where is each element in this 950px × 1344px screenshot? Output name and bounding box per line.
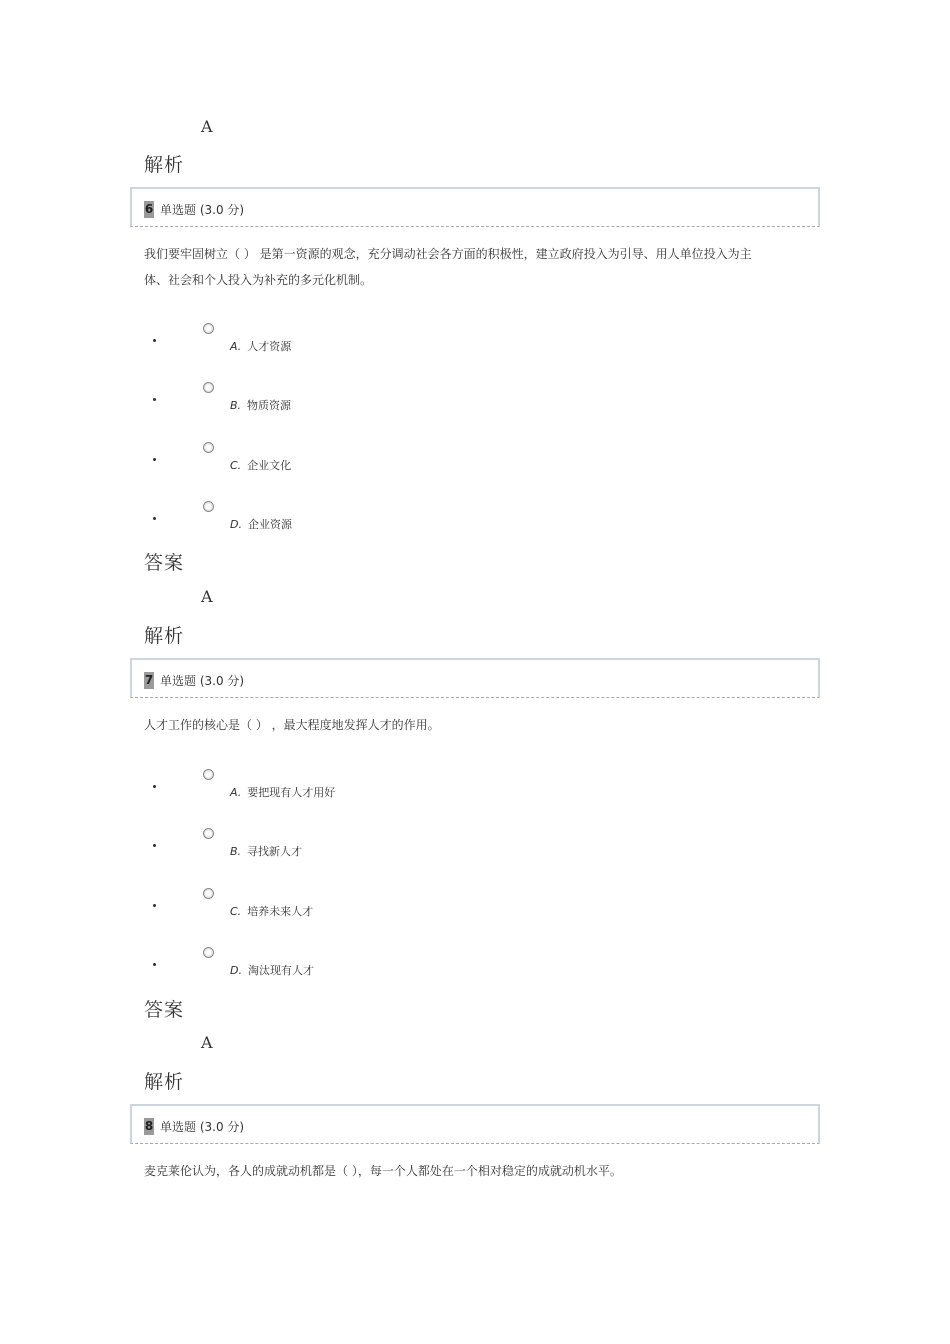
option-letter: A. — [230, 340, 242, 353]
bullet-dot — [153, 904, 156, 907]
question-header — [130, 1104, 820, 1144]
answer-heading: 答案 — [144, 552, 185, 574]
answer-value: A — [201, 1033, 213, 1052]
option-letter: D. — [230, 964, 242, 977]
question-score: (3.0 分) — [199, 203, 245, 217]
option-letter: C. — [230, 459, 242, 472]
bullet-dot — [153, 785, 156, 788]
radio-button[interactable] — [203, 501, 214, 512]
radio-button[interactable] — [203, 888, 214, 899]
question-type: 单选题 — [160, 1120, 197, 1134]
radio-button[interactable] — [203, 382, 214, 393]
bullet-dot — [153, 398, 156, 401]
bullet-dot — [153, 844, 156, 847]
question-number: 8 — [144, 1119, 154, 1133]
question-stem-line: 麦克莱伦认为，各人的成就动机都是（ ），每一个人都处在一个相对稳定的成就动机水平。 — [144, 1164, 622, 1178]
analysis-heading: 解析 — [144, 154, 185, 176]
bullet-dot — [153, 339, 156, 342]
question-score: (3.0 分) — [199, 1120, 245, 1134]
question-score: (3.0 分) — [199, 674, 245, 688]
question-header — [130, 658, 820, 698]
option-letter: C. — [230, 905, 242, 918]
option-text: 培养未来人才 — [247, 905, 314, 918]
answer-value: A — [201, 587, 213, 606]
question-number: 6 — [144, 202, 154, 216]
question-stem-line: 体、社会和个人投入为补充的多元化机制。 — [144, 273, 373, 287]
question-type: 单选题 — [160, 674, 197, 688]
option-text: 要把现有人才用好 — [247, 786, 336, 799]
question-number: 7 — [144, 673, 154, 687]
radio-button[interactable] — [203, 442, 214, 453]
question-header — [130, 187, 820, 227]
analysis-heading: 解析 — [144, 625, 185, 647]
option-letter: A. — [230, 786, 242, 799]
option-letter: D. — [230, 518, 242, 531]
option-text: 人才资源 — [247, 340, 292, 353]
question-stem — [144, 1158, 814, 1184]
option-text: 淘汰现有人才 — [247, 964, 314, 977]
option-text: 寻找新人才 — [247, 845, 303, 858]
option-letter: B. — [230, 845, 242, 858]
radio-button[interactable] — [203, 769, 214, 780]
question-stem — [144, 712, 814, 738]
option-text: 物质资源 — [247, 399, 292, 412]
option-text: 企业资源 — [247, 518, 292, 531]
answer-value: A — [201, 117, 213, 136]
question-type: 单选题 — [160, 203, 197, 217]
bullet-dot — [153, 458, 156, 461]
question-stem-line: 人才工作的核心是（ ） ，最大程度地发挥人才的作用。 — [144, 718, 440, 732]
option-letter: B. — [230, 399, 242, 412]
bullet-dot — [153, 517, 156, 520]
analysis-heading: 解析 — [144, 1071, 185, 1093]
radio-button[interactable] — [203, 947, 214, 958]
question-stem — [144, 241, 814, 293]
option-text: 企业文化 — [247, 459, 292, 472]
question-stem-line: 我们要牢固树立（ ） 是第一资源的观念，充分调动社会各方面的积极性，建立政府投入为引导、用人单位投入为主 — [144, 247, 752, 261]
radio-button[interactable] — [203, 323, 214, 334]
radio-button[interactable] — [203, 828, 214, 839]
answer-heading: 答案 — [144, 999, 185, 1021]
bullet-dot — [153, 963, 156, 966]
